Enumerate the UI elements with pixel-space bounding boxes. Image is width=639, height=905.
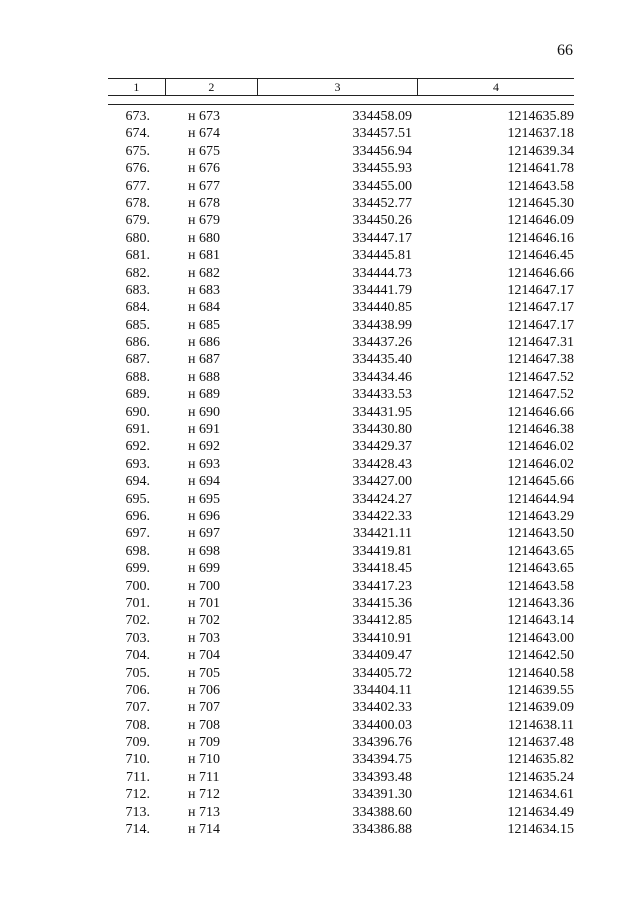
point-name: н 676 (188, 161, 220, 177)
table-row (108, 265, 574, 282)
point-name: н 705 (188, 665, 220, 681)
point-name: н 710 (188, 752, 220, 768)
coord-x: 334434.46 (352, 369, 412, 385)
table-row (108, 404, 574, 421)
coord-x: 334429.37 (352, 439, 412, 455)
coord-y: 1214634.61 (507, 787, 574, 803)
coord-y: 1214646.02 (507, 439, 574, 455)
table-row (108, 612, 574, 629)
point-name: н 689 (188, 387, 220, 403)
coord-y: 1214646.02 (507, 456, 574, 472)
row-number: 698. (125, 543, 150, 559)
point-name: н 695 (188, 491, 220, 507)
coord-y: 1214646.66 (507, 404, 574, 420)
coord-y: 1214643.14 (507, 613, 574, 629)
table-row (108, 247, 574, 264)
coord-x: 334458.09 (352, 109, 412, 124)
point-name: н 683 (188, 282, 220, 298)
table-row (108, 317, 574, 334)
coord-x: 334419.81 (352, 543, 412, 559)
table-row (108, 578, 574, 595)
point-name: н 704 (188, 648, 220, 664)
coord-y: 1214634.49 (507, 804, 574, 820)
point-name: н 714 (188, 822, 220, 838)
row-number: 702. (125, 613, 150, 629)
coord-x: 334427.00 (352, 474, 412, 490)
row-number: 708. (125, 717, 150, 733)
coord-x: 334396.76 (352, 735, 412, 751)
coord-y: 1214643.29 (507, 508, 574, 524)
coord-x: 334410.91 (352, 630, 412, 646)
header-col-4: 4 (417, 79, 574, 95)
coord-y: 1214645.30 (507, 195, 574, 211)
point-name: н 697 (188, 526, 220, 542)
coord-x: 334402.33 (352, 700, 412, 716)
row-number: 679. (125, 213, 150, 229)
point-name: н 693 (188, 456, 220, 472)
row-number: 693. (125, 456, 150, 472)
row-number: 687. (125, 352, 150, 368)
coord-y: 1214643.65 (507, 561, 574, 577)
row-number: 675. (125, 143, 150, 159)
table-row (108, 160, 574, 177)
coord-x: 334433.53 (352, 387, 412, 403)
row-number: 699. (125, 561, 150, 577)
coord-y: 1214635.24 (507, 769, 574, 785)
table-row (108, 786, 574, 803)
row-number: 674. (125, 126, 150, 142)
table-row (108, 647, 574, 664)
coord-y: 1214638.11 (508, 717, 574, 733)
row-number: 691. (125, 422, 150, 438)
coord-x: 334394.75 (352, 752, 412, 768)
coord-y: 1214641.78 (507, 161, 574, 177)
coord-y: 1214643.65 (507, 543, 574, 559)
coord-x: 334422.33 (352, 508, 412, 524)
coord-x: 334393.48 (352, 769, 412, 785)
coord-x: 334457.51 (352, 126, 412, 142)
coord-x: 334428.43 (352, 456, 412, 472)
point-name: н 713 (188, 804, 220, 820)
coord-x: 334424.27 (352, 491, 412, 507)
point-name: н 685 (188, 317, 220, 333)
point-name: н 679 (188, 213, 220, 229)
point-name: н 684 (188, 300, 220, 316)
point-name: н 703 (188, 630, 220, 646)
row-number: 673. (125, 109, 150, 124)
point-name: н 707 (188, 700, 220, 716)
row-number: 684. (125, 300, 150, 316)
table-row (108, 491, 574, 508)
table-row (108, 195, 574, 212)
row-number: 701. (125, 595, 150, 611)
coord-x: 334438.99 (352, 317, 412, 333)
coord-y: 1214643.00 (507, 630, 574, 646)
table-row (108, 734, 574, 751)
coord-y: 1214647.17 (507, 282, 574, 298)
coord-y: 1214635.82 (507, 752, 574, 768)
coord-x: 334441.79 (352, 282, 412, 298)
table-row (108, 351, 574, 368)
row-number: 710. (125, 752, 150, 768)
coord-y: 1214647.31 (507, 335, 574, 351)
coord-y: 1214647.17 (507, 300, 574, 316)
coord-x: 334418.45 (352, 561, 412, 577)
coord-x: 334391.30 (352, 787, 412, 803)
row-number: 705. (125, 665, 150, 681)
row-number: 711. (126, 769, 150, 785)
point-name: н 706 (188, 682, 220, 698)
table-row (108, 421, 574, 438)
table-row (108, 769, 574, 786)
point-name: н 680 (188, 230, 220, 246)
coord-y: 1214642.50 (507, 648, 574, 664)
coord-y: 1214643.58 (507, 578, 574, 594)
point-name: н 708 (188, 717, 220, 733)
coord-x: 334455.00 (352, 178, 412, 194)
coord-x: 334450.26 (352, 213, 412, 229)
coord-y: 1214644.94 (507, 491, 574, 507)
table-row (108, 665, 574, 682)
table-row (108, 438, 574, 455)
row-number: 704. (125, 648, 150, 664)
point-name: н 712 (188, 787, 220, 803)
row-number: 690. (125, 404, 150, 420)
row-number: 686. (125, 335, 150, 351)
coord-y: 1214647.52 (507, 387, 574, 403)
row-number: 714. (125, 822, 150, 838)
coord-y: 1214637.48 (507, 735, 574, 751)
coord-x: 334412.85 (352, 613, 412, 629)
row-number: 696. (125, 508, 150, 524)
table-row (108, 699, 574, 716)
table-row (108, 682, 574, 699)
row-number: 709. (125, 735, 150, 751)
table-row (108, 334, 574, 351)
table-row (108, 456, 574, 473)
row-number: 713. (125, 804, 150, 820)
table-row (108, 717, 574, 734)
table-row (108, 282, 574, 299)
coord-y: 1214643.58 (507, 178, 574, 194)
coord-x: 334404.11 (353, 682, 412, 698)
point-name: н 673 (188, 109, 220, 124)
coord-x: 334405.72 (352, 665, 412, 681)
coord-x: 334444.73 (352, 265, 412, 281)
coord-y: 1214647.52 (507, 369, 574, 385)
coord-y: 1214639.09 (507, 700, 574, 716)
row-number: 682. (125, 265, 150, 281)
coord-y: 1214646.66 (507, 265, 574, 281)
point-name: н 682 (188, 265, 220, 281)
header-col-3: 3 (257, 79, 417, 95)
point-name: н 709 (188, 735, 220, 751)
table-row (108, 630, 574, 647)
point-name: н 687 (188, 352, 220, 368)
coord-y: 1214639.34 (507, 143, 574, 159)
coord-y: 1214647.38 (507, 352, 574, 368)
row-number: 681. (125, 248, 150, 264)
point-name: н 711 (188, 769, 220, 785)
point-name: н 698 (188, 543, 220, 559)
point-name: н 702 (188, 613, 220, 629)
point-name: н 701 (188, 595, 220, 611)
table-row (108, 108, 574, 125)
row-number: 694. (125, 474, 150, 490)
table-row (108, 178, 574, 195)
row-number: 695. (125, 491, 150, 507)
table-row (108, 386, 574, 403)
point-name: н 677 (188, 178, 220, 194)
coord-x: 334415.36 (352, 595, 412, 611)
table-row (108, 369, 574, 386)
coord-x: 334417.23 (352, 578, 412, 594)
coord-y: 1214646.09 (507, 213, 574, 229)
table-row (108, 125, 574, 142)
point-name: н 675 (188, 143, 220, 159)
coord-y: 1214647.17 (507, 317, 574, 333)
coord-x: 334437.26 (352, 335, 412, 351)
row-number: 689. (125, 387, 150, 403)
row-number: 680. (125, 230, 150, 246)
coord-x: 334440.85 (352, 300, 412, 316)
point-name: н 681 (188, 248, 220, 264)
point-name: н 688 (188, 369, 220, 385)
point-name: н 686 (188, 335, 220, 351)
coord-y: 1214637.18 (507, 126, 574, 142)
header-col-1: 1 (133, 80, 140, 94)
point-name: н 678 (188, 195, 220, 211)
coord-x: 334421.11 (353, 526, 412, 542)
row-number: 707. (125, 700, 150, 716)
coord-y: 1214646.45 (507, 248, 574, 264)
coord-y: 1214646.16 (507, 230, 574, 246)
row-number: 706. (125, 682, 150, 698)
coord-x: 334445.81 (352, 248, 412, 264)
coord-x: 334430.80 (352, 422, 412, 438)
coord-x: 334388.60 (352, 804, 412, 820)
coord-y: 1214640.58 (507, 665, 574, 681)
table-row (108, 543, 574, 560)
point-name: н 674 (188, 126, 220, 142)
table-row (108, 230, 574, 247)
coord-x: 334435.40 (352, 352, 412, 368)
table-row (108, 508, 574, 525)
coord-x: 334452.77 (352, 195, 412, 211)
row-number: 703. (125, 630, 150, 646)
coord-x: 334386.88 (352, 822, 412, 838)
table-row (108, 143, 574, 160)
row-number: 685. (125, 317, 150, 333)
row-number: 683. (125, 282, 150, 298)
row-number: 712. (125, 787, 150, 803)
table-row (108, 525, 574, 542)
row-number: 688. (125, 369, 150, 385)
table-body (108, 108, 574, 838)
row-number: 678. (125, 195, 150, 211)
coord-x: 334400.03 (352, 717, 412, 733)
table-row (108, 751, 574, 768)
row-number: 692. (125, 439, 150, 455)
coord-x: 334455.93 (352, 161, 412, 177)
coord-y: 1214635.89 (507, 109, 574, 124)
table-header (108, 78, 574, 96)
row-number: 676. (125, 161, 150, 177)
coord-y: 1214643.36 (507, 595, 574, 611)
coord-x: 334431.95 (352, 404, 412, 420)
coord-x: 334447.17 (352, 230, 412, 246)
row-number: 677. (125, 178, 150, 194)
coord-x: 334409.47 (352, 648, 412, 664)
point-name: н 696 (188, 508, 220, 524)
table-row (108, 804, 574, 821)
coord-y: 1214634.15 (507, 822, 574, 838)
table-row (108, 212, 574, 229)
coord-x: 334456.94 (352, 143, 412, 159)
coord-y: 1214646.38 (507, 422, 574, 438)
point-name: н 690 (188, 404, 220, 420)
row-number: 697. (125, 526, 150, 542)
table-row (108, 595, 574, 612)
header-col-2: 2 (165, 79, 257, 95)
coord-y: 1214639.55 (507, 682, 574, 698)
table-divider (108, 104, 574, 105)
table-row (108, 299, 574, 316)
page-number: 66 (557, 42, 573, 59)
table-row (108, 473, 574, 490)
point-name: н 699 (188, 561, 220, 577)
point-name: н 691 (188, 422, 220, 438)
row-number: 700. (125, 578, 150, 594)
coord-y: 1214643.50 (507, 526, 574, 542)
point-name: н 692 (188, 439, 220, 455)
point-name: н 694 (188, 474, 220, 490)
point-name: н 700 (188, 578, 220, 594)
table-row (108, 821, 574, 838)
coord-y: 1214645.66 (507, 474, 574, 490)
table-row (108, 560, 574, 577)
